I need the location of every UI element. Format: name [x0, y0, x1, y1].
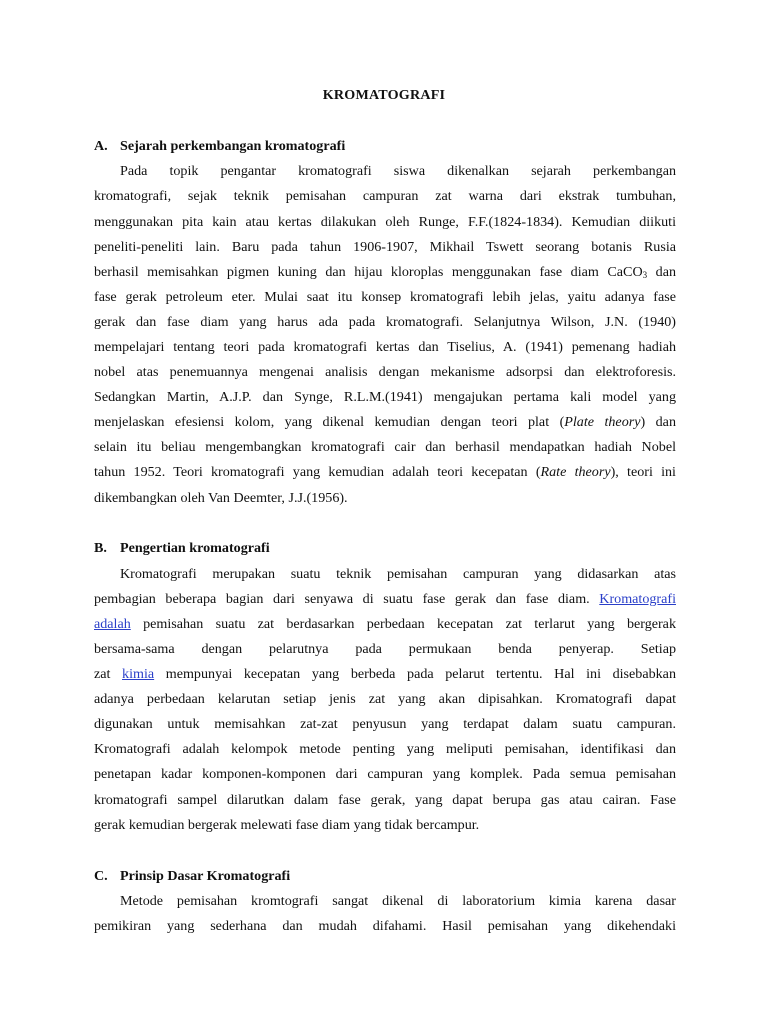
- section-b-line: adanya perbedaan kelarutan setiap jenis zat yang akan dipisahkan. Kromatografi dapat: [94, 691, 676, 707]
- section-b-line: gerak kemudian bergerak melewati fase diam yang tidak bercampur.: [94, 817, 480, 833]
- section-b-line: digunakan untuk memisahkan zat-zat penyusun yang terdapat dalam suatu campuran.: [94, 716, 676, 732]
- section-a-line: [94, 262, 676, 282]
- section-a-title: Sejarah perkembangan kromatografi: [120, 138, 346, 154]
- section-a-text: ) dan: [640, 414, 676, 430]
- section-a-text: dan: [647, 264, 676, 280]
- section-c-letter: C.: [94, 868, 108, 884]
- section-a-line: nobel atas penemuannya mengenai analisis dengan mekanisme adsorpsi dan elektroforesis.: [94, 364, 676, 380]
- section-c-line: pemikiran yang sederhana dan mudah difahami. Hasil pemisahan yang dikehendaki: [94, 918, 676, 934]
- section-a-text: ), teori ini: [610, 464, 676, 480]
- section-b-line: kromatografi sampel dilarutkan dalam fase gerak, yang dapat berupa gas atau cairan. Fase: [94, 792, 676, 808]
- section-b-title: Pengertian kromatografi: [120, 540, 270, 556]
- kimia-link[interactable]: kimia: [122, 666, 155, 682]
- section-b-line: [94, 614, 676, 634]
- section-b-line: penetapan kadar komponen-komponen dari campuran yang komplek. Pada semua pemisahan: [94, 766, 676, 782]
- section-a-line: Pada topik pengantar kromatografi siswa dikenalkan sejarah perkembangan: [120, 163, 676, 179]
- section-b-text: pembagian beberapa bagian dari senyawa di suatu fase gerak dan fase diam.: [94, 591, 600, 607]
- section-c-title: Prinsip Dasar Kromatografi: [120, 868, 291, 884]
- section-a-line: dikembangkan oleh Van Deemter, J.J.(1956).: [94, 490, 348, 506]
- section-b-line: Kromatografi merupakan suatu teknik pemisahan campuran yang didasarkan atas: [120, 566, 676, 582]
- section-a-line: selain itu beliau mengembangkan kromatografi cair dan berhasil mendapatkan hadiah Nobel: [94, 439, 676, 455]
- section-b-text: zat: [94, 666, 123, 682]
- section-a-line: fase gerak petroleum eter. Mulai saat itu konsep kromatografi lebih jelas, yaitu adanya fase: [94, 289, 676, 305]
- document-title: KROMATOGRAFI: [322, 87, 446, 103]
- section-a-text: berhasil memisahkan pigmen kuning dan hijau kloroplas menggunakan fase diam CaCO: [94, 264, 643, 280]
- section-a-line: Sedangkan Martin, A.J.P. dan Synge, R.L.M.(1941) mengajukan pertama kali model yang: [94, 389, 676, 405]
- section-a-line: kromatografi, sejak teknik pemisahan campuran zat warna dari ekstrak tumbuhan,: [94, 188, 676, 204]
- rate-theory-term: Rate theory: [540, 464, 611, 480]
- section-a-line: [94, 412, 676, 432]
- section-b-line: [94, 664, 676, 684]
- kromatografi-link[interactable]: Kromatografi: [599, 591, 676, 607]
- section-a-letter: A.: [94, 138, 108, 154]
- section-b-text: pemisahan suatu zat berdasarkan perbedaan kecepatan zat terlarut yang bergerak: [130, 616, 676, 632]
- section-b-line: bersama-sama dengan pelarutnya pada permukaan benda penyerap. Setiap: [94, 641, 676, 657]
- section-b-line: [94, 589, 676, 609]
- section-a-line: [94, 462, 676, 482]
- section-a-text: menjelaskan efesiensi kolom, yang dikenal kemudian dengan teori plat (: [94, 414, 565, 430]
- plate-theory-term: Plate theory: [564, 414, 641, 430]
- subscript-3: 3: [642, 270, 648, 280]
- section-c-line: Metode pemisahan kromtografi sangat dikenal di laboratorium kimia karena dasar: [120, 893, 676, 909]
- adalah-link[interactable]: adalah: [94, 616, 131, 632]
- section-a-line: peneliti-peneliti lain. Baru pada tahun 1906-1907, Mikhail Tswett seorang botanis Rusia: [94, 239, 676, 255]
- section-b-line: Kromatografi adalah kelompok metode penting yang meliputi pemisahan, identifikasi dan: [94, 741, 676, 757]
- section-a-line: menggunakan pita kain atau kertas dilakukan oleh Runge, F.F.(1824-1834). Kemudian diikuti: [94, 214, 676, 230]
- section-a-heading: [94, 136, 345, 156]
- section-a-line: gerak dan fase diam yang harus ada pada kromatografi. Selanjutnya Wilson, J.N. (1940): [94, 314, 676, 330]
- section-a-text: tahun 1952. Teori kromatografi yang kemudian adalah teori kecepatan (: [94, 464, 541, 480]
- section-a-line: mempelajari tentang teori pada kromatografi kertas dan Tiselius, A. (1941) pemenang hadiah: [94, 339, 676, 355]
- section-c-heading: [94, 866, 290, 886]
- section-b-text: mempunyai kecepatan yang berbeda pada pelarut tertentu. Hal ini disebabkan: [154, 666, 676, 682]
- section-b-letter: B.: [94, 540, 107, 556]
- section-b-heading: [94, 538, 270, 558]
